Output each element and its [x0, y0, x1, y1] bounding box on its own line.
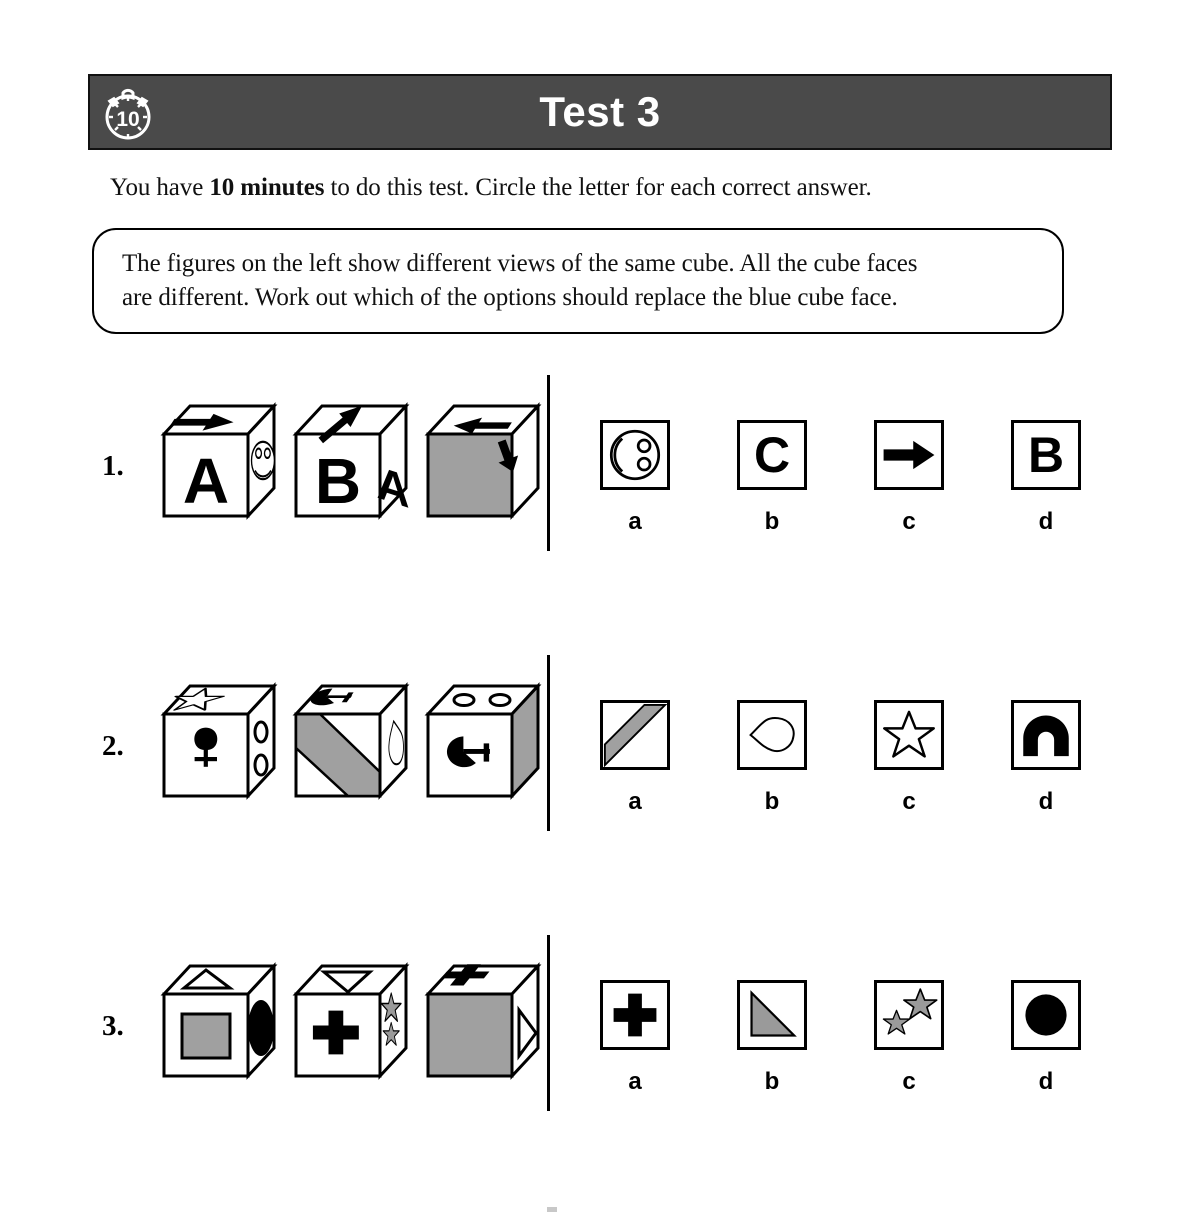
two-gray-stars-icon [878, 984, 940, 1046]
cube-view-2-3 [424, 680, 542, 802]
instruction-line-1: The figures on the left show different views of the same cube. All the cube faces [122, 250, 918, 277]
question-1-divider [547, 375, 550, 551]
option-2-c-letter: c [902, 788, 916, 815]
question-row-2 [0, 652, 1200, 832]
option-3-c-letter: c [902, 1068, 916, 1095]
option-2-a-letter: a [628, 788, 642, 815]
option-1-c-letter: c [902, 508, 916, 535]
black-cross-icon [609, 989, 661, 1041]
option-2-c-box[interactable] [874, 700, 944, 770]
question-number-3: 3. [102, 1010, 124, 1042]
intro-bold-minutes: 10 minutes [209, 174, 325, 201]
option-2-b[interactable] [737, 700, 807, 816]
star-outline-icon [881, 707, 937, 763]
option-3-b-box[interactable] [737, 980, 807, 1050]
option-1-d-letter: d [1038, 508, 1054, 535]
cube-face-letter-A: A [182, 445, 230, 517]
option-2-d-letter: d [1038, 788, 1054, 815]
option-3-b-letter: b [764, 1068, 780, 1095]
option-2-d[interactable] [1011, 700, 1081, 816]
cube-side-ellipse [248, 1000, 274, 1056]
blue-cube-face [428, 994, 512, 1076]
letter-b-glyph: B [1027, 427, 1065, 483]
cube-view-2-2 [292, 680, 410, 802]
option-2-a-box[interactable] [600, 700, 670, 770]
option-1-d[interactable] [1011, 420, 1081, 536]
option-3-a[interactable] [600, 980, 670, 1096]
question-number-2: 2. [102, 730, 124, 762]
question-2-cube-views [160, 680, 542, 802]
cube-side-letter-A: A [376, 456, 410, 519]
instruction-text [94, 247, 945, 315]
cube-view-3-1 [160, 960, 278, 1082]
option-1-a[interactable] [600, 420, 670, 536]
option-2-c[interactable] [874, 700, 944, 816]
cube-view-1-3 [424, 400, 542, 522]
option-1-d-box[interactable] [1011, 420, 1081, 490]
cube-face-gray-square [182, 1014, 230, 1058]
intro-after: to do this test. Circle the letter for each correct answer. [324, 174, 872, 201]
cube-view-3-2 [292, 960, 410, 1082]
question-3-cube-views [160, 960, 542, 1082]
letter-c-glyph: C [753, 427, 791, 483]
instruction-box [92, 228, 1064, 334]
gray-triangle-icon [743, 986, 801, 1044]
question-row-1 [0, 372, 1200, 552]
instruction-line-2: are different. Work out which of the options should replace the blue cube face. [122, 284, 898, 311]
question-1-cube-views [160, 400, 542, 522]
question-number-1: 1. [102, 450, 124, 482]
option-1-c[interactable] [874, 420, 944, 536]
option-2-d-box[interactable] [1011, 700, 1081, 770]
option-2-b-letter: b [764, 788, 780, 815]
cube-side-dot [255, 755, 267, 775]
question-2-divider [547, 655, 550, 831]
option-1-b[interactable] [737, 420, 807, 536]
option-1-a-letter: a [628, 508, 642, 535]
option-3-a-box[interactable] [600, 980, 670, 1050]
smiley-face-rotated-icon [604, 424, 666, 486]
diagonal-gray-stripe-icon [603, 701, 667, 769]
time-instruction [110, 174, 1100, 202]
cube-view-1-1 [160, 400, 278, 522]
question-3-options [600, 980, 1081, 1096]
question-row-3 [0, 932, 1200, 1112]
cube-view-1-2 [292, 400, 410, 522]
cube-top-dot [490, 695, 510, 706]
black-arch-icon [1018, 709, 1074, 761]
option-3-c-box[interactable] [874, 980, 944, 1050]
cube-face-letter-B: B [314, 445, 362, 517]
option-1-b-box[interactable] [737, 420, 807, 490]
cube-view-2-1 [160, 680, 278, 802]
option-3-d-box[interactable] [1011, 980, 1081, 1050]
option-2-a[interactable] [600, 700, 670, 816]
option-3-a-letter: a [628, 1068, 642, 1095]
option-3-d-letter: d [1038, 1068, 1054, 1095]
option-1-b-letter: b [764, 508, 780, 535]
intro-before: You have [110, 174, 210, 201]
teardrop-outline-icon [743, 709, 801, 761]
question-2-options [600, 700, 1081, 816]
page-title: Test 3 [539, 88, 661, 135]
page-footer-mark [547, 1207, 557, 1212]
black-circle-icon [1018, 987, 1074, 1043]
option-3-b[interactable] [737, 980, 807, 1096]
option-1-c-box[interactable] [874, 420, 944, 490]
right-arrow-icon [881, 431, 937, 479]
question-3-divider [547, 935, 550, 1111]
option-2-b-box[interactable] [737, 700, 807, 770]
question-1-options [600, 420, 1081, 536]
cube-top-dot [454, 695, 474, 706]
stopwatch-value: 10 [116, 108, 140, 131]
option-3-d[interactable] [1011, 980, 1081, 1096]
test-header-bar [88, 74, 1112, 150]
option-3-c[interactable] [874, 980, 944, 1096]
cube-side-dot [255, 722, 267, 742]
option-1-a-box[interactable] [600, 420, 670, 490]
cube-view-3-3 [424, 960, 542, 1082]
